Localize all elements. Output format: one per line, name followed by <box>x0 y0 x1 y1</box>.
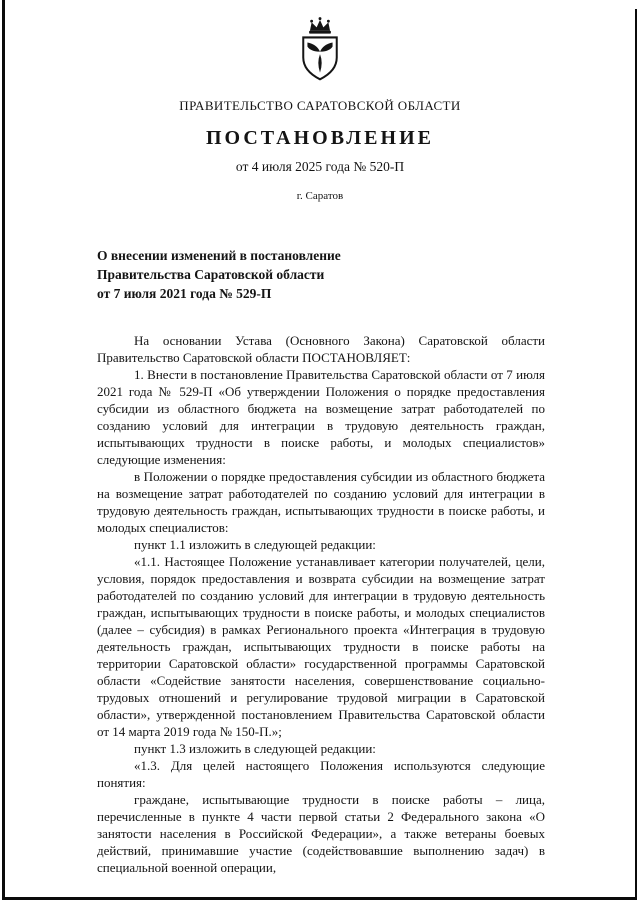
body-paragraph: 1. Внести в постановление Правительства Саратовской области от 7 июля 2021 года № 529-П «Об утверждении Положения о порядке предоставления субсидии из областного бюджета на возмещение затрат работодателей по созданию условий для интеграции в трудовую деятельность граждан, испытывающих трудности в поиске работы, и молодых специалистов» следующие изменения: <box>97 367 545 467</box>
scan-edge-bottom <box>2 897 637 900</box>
body-paragraph: На основании Устава (Основного Закона) Саратовской области Правительство Саратовской области ПОСТАНОВЛЯЕТ: <box>97 333 545 365</box>
body-paragraph: «1.1. Настоящее Положение устанавливает категории получателей, цели, условия, порядок предоставления и возврата субсидии на возмещение затрат работодателей по созданию условий для интеграции в трудовую деятельность граждан, испытывающих трудности в поиске работы, и молодых специалистов (далее – субсидия) в рамках Регионального проекта «Интеграция в трудовую деятельность граждан, испытывающих трудности в поиске работы на территории Саратовской области» государственной программы Саратовской области «Содействие занятости населения, совершенствование социально-трудовых отношений и регулирование трудовой миграции в Саратовской области», утвержденной постановлением Правительства Саратовской области от 14 марта 2019 года № 150-П.»; <box>97 554 545 739</box>
body-paragraph: в Положении о порядке предоставления субсидии из областного бюджета на возмещение затрат работодателей по созданию условий для интеграции в трудовую деятельность граждан, испытывающих трудности в поиске работы, и молодых специалистов: <box>97 469 545 535</box>
body-paragraph: пункт 1.1 изложить в следующей редакции: <box>134 537 376 552</box>
document-city: г. Саратов <box>296 190 344 202</box>
document-header <box>0 14 640 202</box>
subject-line-3: от 7 июля 2021 года № 529-П <box>97 286 272 301</box>
document-type-title: ПОСТАНОВЛЕНИЕ <box>206 127 434 149</box>
scan-edge-right <box>635 9 637 900</box>
body-paragraph: пункт 1.3 изложить в следующей редакции: <box>134 741 376 756</box>
document-subject <box>0 246 640 303</box>
document-body <box>0 332 640 876</box>
scan-edge-left <box>2 0 5 900</box>
document-date-number: от 4 июля 2025 года № 520-П <box>235 159 405 174</box>
body-paragraph: «1.3. Для целей настоящего Положения используются следующие понятия: <box>97 758 545 790</box>
body-paragraph: граждане, испытывающие трудности в поиске работы – лица, перечисленные в пункте 4 части первой статьи 2 Федерального закона «О занятости населения в Российской Федерации», а также ветераны боевых действий, принимавшие участие (содействовавшие выполнению задач) в специальной военной операции, <box>97 792 545 875</box>
subject-line-2: Правительства Саратовской области <box>97 267 325 282</box>
subject-line-1: О внесении изменений в постановление <box>97 248 341 263</box>
saratov-coat-of-arms-icon <box>294 14 346 86</box>
issuing-authority: ПРАВИТЕЛЬСТВО САРАТОВСКОЙ ОБЛАСТИ <box>179 98 461 113</box>
